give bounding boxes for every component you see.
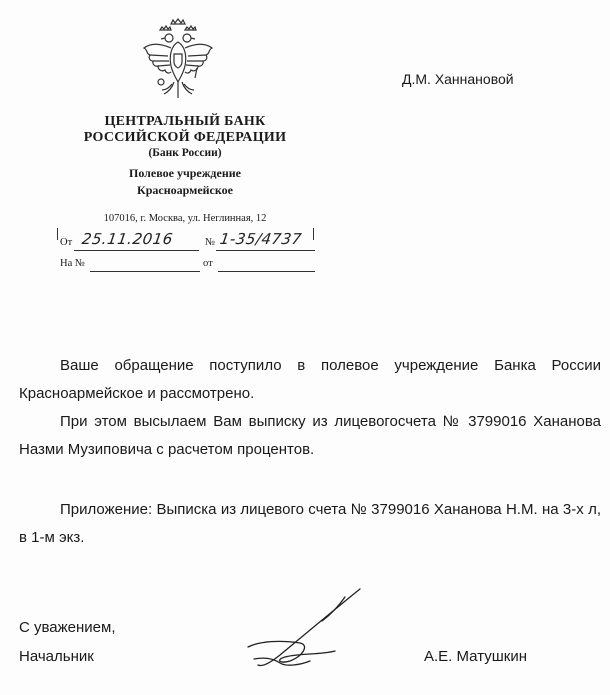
- signatory-name: А.Е. Матушкин: [424, 648, 527, 665]
- signer-position: Начальник: [19, 648, 94, 665]
- body-paragraph-1: [19, 352, 601, 408]
- attachment-paragraph: [19, 496, 601, 552]
- branch-name: [60, 165, 310, 199]
- number-label: №: [205, 237, 216, 248]
- paragraph-text: При этом высылаем Вам выписку из лицевогосчета № 3799016 Хананова Назми Музиповича с расчетом процентов.: [19, 413, 601, 458]
- on-number-label: На №: [60, 258, 85, 269]
- paragraph-text: Приложение: Выписка из лицевого счета № 3799016 Хананова Н.М. на 3-х л, в 1-м экз.: [19, 501, 601, 546]
- body-paragraph-2: [19, 408, 601, 464]
- bank-short-name: (Банк России): [148, 147, 222, 159]
- branch-line1: Полевое учреждение: [129, 166, 241, 180]
- from-label: От: [60, 237, 73, 248]
- handwritten-signature: [240, 585, 390, 675]
- bank-address: 107016, г. Москва, ул. Неглинная, 12: [103, 213, 267, 224]
- of-label: от: [203, 258, 213, 269]
- bank-name-line2: РОССИЙСКОЙ ФЕДЕРАЦИИ: [83, 130, 287, 145]
- paragraph-text: Ваше обращение поступило в полевое учреждение Банка России Красноармейское и рассмотрено.: [19, 357, 601, 402]
- handwritten-date: 25.11.2016: [80, 230, 175, 248]
- coat-of-arms-icon: [138, 18, 218, 104]
- bank-name-line1: ЦЕНТРАЛЬНЫЙ БАНК: [104, 114, 266, 129]
- handwritten-number: 1-35/4737: [218, 230, 304, 248]
- incoming-number-rule: [90, 258, 200, 272]
- closing-regards: С уважением,: [19, 619, 116, 636]
- incoming-date-rule: [218, 258, 315, 272]
- branch-line2: Красноармейское: [137, 183, 233, 197]
- addressee: Д.М. Ханнановой: [402, 71, 514, 87]
- corner-mark-left: [57, 228, 58, 240]
- bank-name: [60, 114, 310, 146]
- corner-mark-right: [313, 228, 314, 240]
